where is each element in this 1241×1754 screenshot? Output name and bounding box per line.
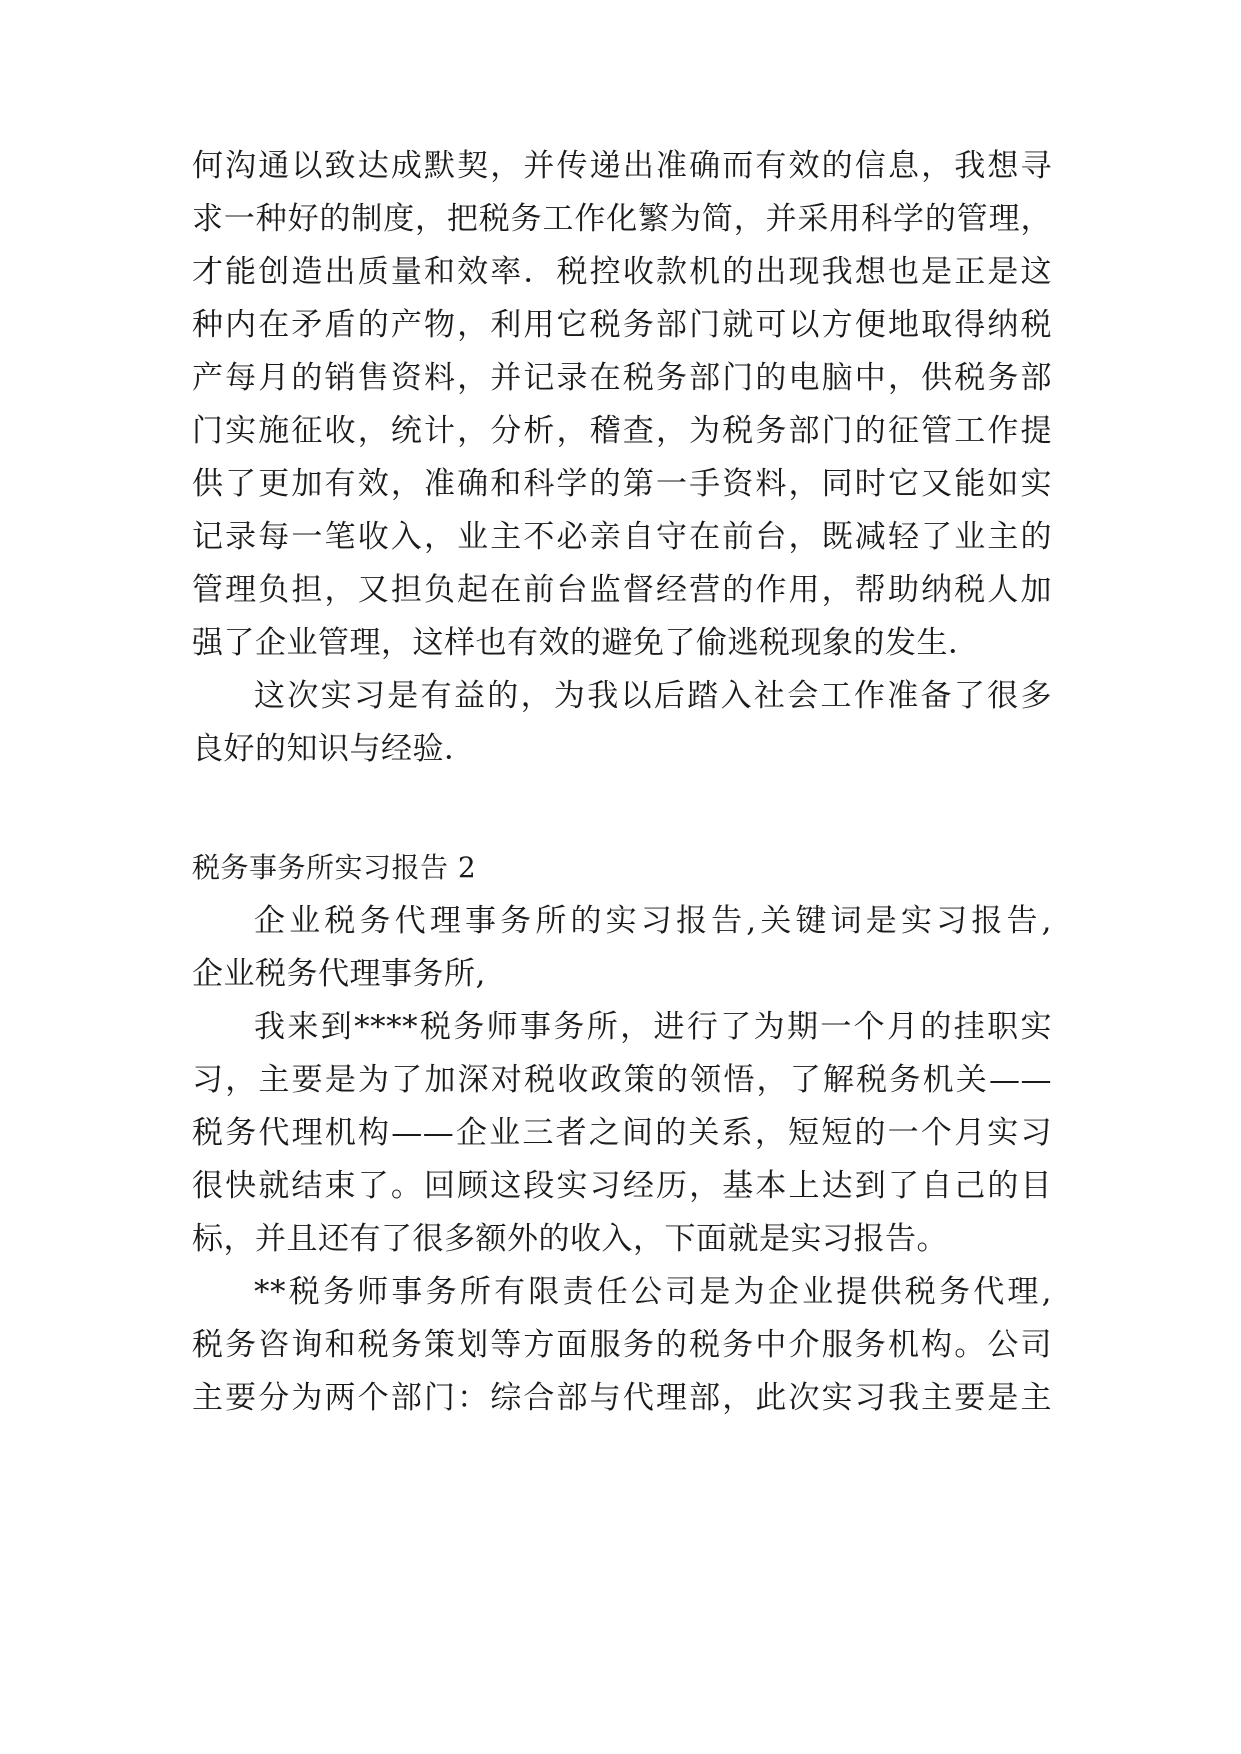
text-line: 种内在矛盾的产物，利用它税务部门就可以方便地取得纳税: [192, 307, 1052, 343]
text-line: 求一种好的制度，把税务工作化繁为简，并采用科学的管理，: [192, 201, 1052, 237]
section-title: 税务事务所实习报告 2: [192, 851, 477, 884]
text-line: 供了更加有效，准确和科学的第一手资料，同时它又能如实: [192, 466, 1052, 502]
text-line: 何沟通以致达成默契，并传递出准确而有效的信息，我想寻: [192, 148, 1052, 184]
text-line: 良好的知识与经验．: [192, 731, 476, 767]
text-line: 强了企业管理，这样也有效的避免了偷逃税现象的发生．: [192, 625, 980, 661]
text-line: 才能创造出质量和效率．税控收款机的出现我想也是正是这: [192, 254, 1052, 290]
text-line: **税务师事务所有限责任公司是为企业提供税务代理,: [254, 1274, 1052, 1310]
text-line: 企业税务代理事务所的实习报告,关键词是实习报告,: [254, 903, 1052, 939]
text-line: 管理负担，又担负起在前台监督经营的作用，帮助纳税人加: [192, 572, 1052, 608]
text-line: 我来到****税务师事务所，进行了为期一个月的挂职实: [254, 1009, 1052, 1045]
text-line: 主要分为两个部门：综合部与代理部，此次实习我主要是主: [192, 1380, 1052, 1416]
text-line: 税务咨询和税务策划等方面服务的税务中介服务机构。公司: [192, 1327, 1052, 1363]
text-line: 记录每一笔收入，业主不必亲自守在前台，既减轻了业主的: [192, 519, 1052, 555]
text-line: 标，并且还有了很多额外的收入，下面就是实习报告。: [192, 1221, 948, 1257]
text-line: 税务代理机构——企业三者之间的关系，短短的一个月实习: [192, 1115, 1052, 1151]
text-line: 产每月的销售资料，并记录在税务部门的电脑中，供税务部: [192, 360, 1052, 396]
text-line: 很快就结束了。回顾这段实习经历，基本上达到了自己的目: [192, 1168, 1052, 1204]
text-line: 这次实习是有益的，为我以后踏入社会工作准备了很多: [254, 678, 1052, 714]
text-line: 门实施征收，统计，分析，稽查，为税务部门的征管工作提: [192, 413, 1052, 449]
text-line: 企业税务代理事务所,: [192, 956, 486, 992]
text-line: 习，主要是为了加深对税收政策的领悟，了解税务机关——: [192, 1062, 1052, 1098]
